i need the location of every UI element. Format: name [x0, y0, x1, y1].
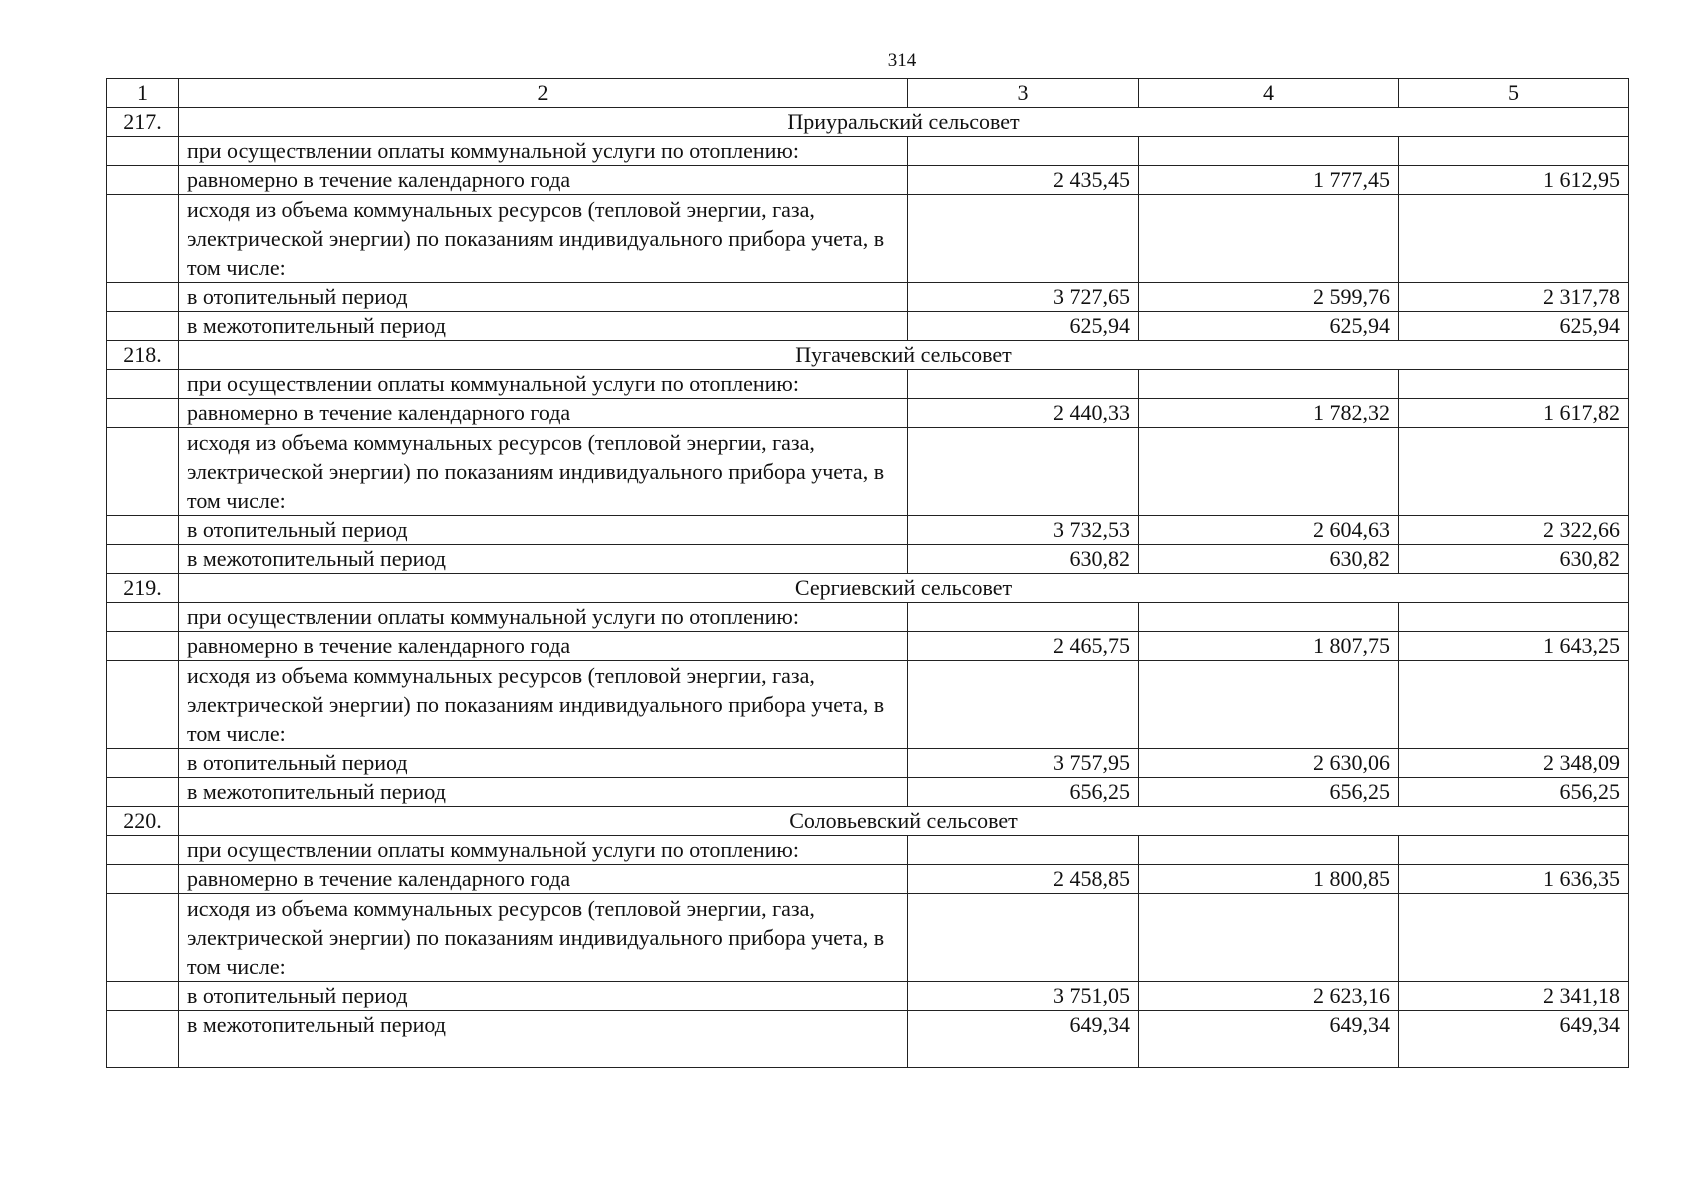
value-cell-v4: 1 800,85: [1139, 865, 1399, 894]
table-row: [107, 661, 1629, 749]
row-number-cell: [107, 312, 179, 341]
page-number: 314: [887, 50, 917, 71]
section-header-row: [107, 807, 1629, 836]
value-cell-v4: [1139, 603, 1399, 632]
row-label: в межотопительный период: [179, 545, 908, 574]
value-cell-v5: [1399, 137, 1629, 166]
row-label: при осуществлении оплаты коммунальной услуги по отоплению:: [179, 603, 908, 632]
column-number-3: 3: [908, 79, 1139, 108]
value-cell-v5: 1 643,25: [1399, 632, 1629, 661]
row-number-cell: [107, 865, 179, 894]
value-cell-v4: 656,25: [1139, 778, 1399, 807]
value-cell-v4: [1139, 836, 1399, 865]
value-cell-v5: 2 317,78: [1399, 283, 1629, 312]
table-body: [107, 79, 1629, 1068]
table-row: [107, 603, 1629, 632]
column-number-5: 5: [1399, 79, 1629, 108]
value-cell-v3: 3 757,95: [908, 749, 1139, 778]
value-cell-v5: 625,94: [1399, 312, 1629, 341]
row-number-cell: [107, 516, 179, 545]
section-number: 217.: [107, 108, 179, 137]
row-label: исходя из объема коммунальных ресурсов (тепловой энергии, газа, электрической энергии) по показаниям индивидуального прибора учета, в том числе:: [179, 428, 908, 516]
value-cell-v3: [908, 603, 1139, 632]
row-label: равномерно в течение календарного года: [179, 865, 908, 894]
value-cell-v3: 2 458,85: [908, 865, 1139, 894]
row-number-cell: [107, 370, 179, 399]
table-row: [107, 283, 1629, 312]
row-label: в межотопительный период: [179, 778, 908, 807]
tariff-table: [106, 78, 1629, 1068]
value-cell-v3: [908, 370, 1139, 399]
value-cell-v3: [908, 661, 1139, 749]
row-number-cell: [107, 603, 179, 632]
value-cell-v5: 649,34: [1399, 1011, 1629, 1068]
value-cell-v3: 2 435,45: [908, 166, 1139, 195]
value-cell-v3: 625,94: [908, 312, 1139, 341]
table-row: [107, 370, 1629, 399]
section-number: 218.: [107, 341, 179, 370]
value-cell-v5: [1399, 370, 1629, 399]
table-row: [107, 982, 1629, 1011]
value-cell-v3: [908, 195, 1139, 283]
row-number-cell: [107, 137, 179, 166]
table-row: [107, 836, 1629, 865]
value-cell-v4: 1 782,32: [1139, 399, 1399, 428]
value-cell-v4: [1139, 428, 1399, 516]
table-row: [107, 778, 1629, 807]
value-cell-v3: [908, 894, 1139, 982]
row-number-cell: [107, 545, 179, 574]
table-row: [107, 428, 1629, 516]
value-cell-v5: 1 636,35: [1399, 865, 1629, 894]
value-cell-v5: 2 322,66: [1399, 516, 1629, 545]
table-row: [107, 399, 1629, 428]
value-cell-v4: 2 604,63: [1139, 516, 1399, 545]
section-number: 219.: [107, 574, 179, 603]
value-cell-v3: 3 727,65: [908, 283, 1139, 312]
row-label: в межотопительный период: [179, 312, 908, 341]
value-cell-v4: [1139, 370, 1399, 399]
value-cell-v5: [1399, 603, 1629, 632]
section-number: 220.: [107, 807, 179, 836]
value-cell-v3: [908, 836, 1139, 865]
row-number-cell: [107, 661, 179, 749]
row-number-cell: [107, 1011, 179, 1068]
table-row: [107, 312, 1629, 341]
value-cell-v3: 3 732,53: [908, 516, 1139, 545]
value-cell-v3: 656,25: [908, 778, 1139, 807]
row-label: в отопительный период: [179, 982, 908, 1011]
value-cell-v5: 1 617,82: [1399, 399, 1629, 428]
table-row: [107, 166, 1629, 195]
row-number-cell: [107, 166, 179, 195]
row-number-cell: [107, 982, 179, 1011]
row-label: при осуществлении оплаты коммунальной услуги по отоплению:: [179, 836, 908, 865]
row-number-cell: [107, 894, 179, 982]
row-number-cell: [107, 195, 179, 283]
value-cell-v5: 630,82: [1399, 545, 1629, 574]
row-number-cell: [107, 428, 179, 516]
row-number-cell: [107, 749, 179, 778]
row-label: равномерно в течение календарного года: [179, 399, 908, 428]
value-cell-v4: 1 807,75: [1139, 632, 1399, 661]
value-cell-v4: 2 630,06: [1139, 749, 1399, 778]
row-label: в отопительный период: [179, 516, 908, 545]
value-cell-v3: 630,82: [908, 545, 1139, 574]
value-cell-v4: 630,82: [1139, 545, 1399, 574]
table-row: [107, 137, 1629, 166]
row-number-cell: [107, 778, 179, 807]
row-number-cell: [107, 632, 179, 661]
section-header-row: [107, 574, 1629, 603]
row-label: исходя из объема коммунальных ресурсов (тепловой энергии, газа, электрической энергии) по показаниям индивидуального прибора учета, в том числе:: [179, 661, 908, 749]
row-label: исходя из объема коммунальных ресурсов (тепловой энергии, газа, электрической энергии) по показаниям индивидуального прибора учета, в том числе:: [179, 894, 908, 982]
column-number-4: 4: [1139, 79, 1399, 108]
value-cell-v4: 625,94: [1139, 312, 1399, 341]
table-row: [107, 545, 1629, 574]
value-cell-v5: [1399, 195, 1629, 283]
value-cell-v4: 2 599,76: [1139, 283, 1399, 312]
value-cell-v3: 2 440,33: [908, 399, 1139, 428]
row-label: при осуществлении оплаты коммунальной услуги по отоплению:: [179, 370, 908, 399]
column-number-1: 1: [107, 79, 179, 108]
section-title: Соловьевский сельсовет: [179, 807, 1629, 836]
section-header-row: [107, 108, 1629, 137]
value-cell-v3: 3 751,05: [908, 982, 1139, 1011]
value-cell-v5: [1399, 661, 1629, 749]
value-cell-v5: [1399, 894, 1629, 982]
section-header-row: [107, 341, 1629, 370]
table-row: [107, 865, 1629, 894]
value-cell-v4: 2 623,16: [1139, 982, 1399, 1011]
row-label: исходя из объема коммунальных ресурсов (тепловой энергии, газа, электрической энергии) по показаниям индивидуального прибора учета, в том числе:: [179, 195, 908, 283]
row-number-cell: [107, 836, 179, 865]
table-row: [107, 195, 1629, 283]
value-cell-v3: [908, 137, 1139, 166]
value-cell-v5: [1399, 428, 1629, 516]
table-row: [107, 749, 1629, 778]
value-cell-v4: [1139, 137, 1399, 166]
section-title: Приуральский сельсовет: [179, 108, 1629, 137]
value-cell-v5: 2 341,18: [1399, 982, 1629, 1011]
table-row: [107, 894, 1629, 982]
row-number-cell: [107, 283, 179, 312]
value-cell-v4: [1139, 894, 1399, 982]
value-cell-v5: [1399, 836, 1629, 865]
value-cell-v3: 649,34: [908, 1011, 1139, 1068]
value-cell-v4: 1 777,45: [1139, 166, 1399, 195]
value-cell-v5: 2 348,09: [1399, 749, 1629, 778]
value-cell-v3: 2 465,75: [908, 632, 1139, 661]
row-label: в межотопительный период: [179, 1011, 908, 1068]
table-row: [107, 516, 1629, 545]
row-label: равномерно в течение календарного года: [179, 166, 908, 195]
table-row: [107, 1011, 1629, 1068]
column-number-2: 2: [179, 79, 908, 108]
column-number-header-row: [107, 79, 1629, 108]
section-title: Сергиевский сельсовет: [179, 574, 1629, 603]
value-cell-v5: 656,25: [1399, 778, 1629, 807]
row-number-cell: [107, 399, 179, 428]
value-cell-v4: 649,34: [1139, 1011, 1399, 1068]
row-label: в отопительный период: [179, 283, 908, 312]
value-cell-v4: [1139, 661, 1399, 749]
table-row: [107, 632, 1629, 661]
value-cell-v5: 1 612,95: [1399, 166, 1629, 195]
row-label: при осуществлении оплаты коммунальной услуги по отоплению:: [179, 137, 908, 166]
value-cell-v3: [908, 428, 1139, 516]
row-label: в отопительный период: [179, 749, 908, 778]
value-cell-v4: [1139, 195, 1399, 283]
row-label: равномерно в течение календарного года: [179, 632, 908, 661]
section-title: Пугачевский сельсовет: [179, 341, 1629, 370]
